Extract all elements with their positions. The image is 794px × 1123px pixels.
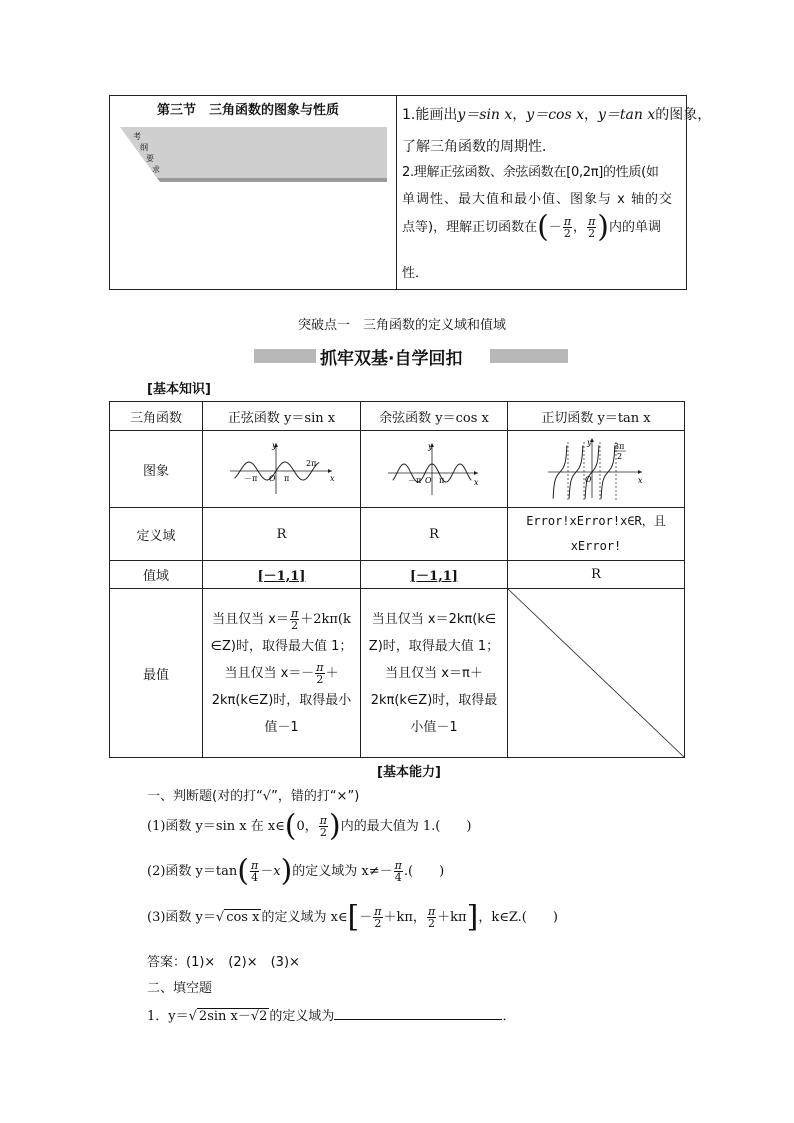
domain-tan-cell [508, 508, 685, 561]
cos-graph-cell [361, 431, 508, 508]
domain-tan-line1: Error!xError!x∈R，且 [526, 514, 666, 528]
cos-negpi-label: －π [408, 476, 422, 485]
extreme-tan-cell [508, 589, 685, 758]
tan-origin-label: O [585, 475, 592, 484]
req-line3: 2.理解正弦函数、余弦函数在[0,2π]的性质(如 [402, 165, 659, 180]
th-cos: 余弦函数 y＝cos x [361, 402, 508, 431]
label-yao: 要 [146, 154, 154, 163]
sin-graph-cell [203, 431, 361, 508]
cos-graph [384, 439, 484, 499]
th-function: 三角函数 [110, 402, 203, 431]
judge-heading: 一、判断题(对的打“√”，错的打“×”) [147, 789, 360, 804]
row-range-label: 值域 [110, 561, 203, 589]
tan-y-label: y [587, 438, 592, 447]
question-1: (1)函数 y＝sin x 在 x∈(0， $\frac{\pi}{2}$ )内的最大值为 1.( ) [147, 808, 472, 844]
req-line2: 了解三角函数的周期性． [402, 139, 556, 155]
label-kao: 考 [133, 132, 141, 141]
question-3: (3)函数 y＝√ cos x 的定义域为 x∈[－ $\frac{\pi}{2}$ ＋kπ， $\frac{\pi}{2}$ ＋kπ]，k∈Z.( ) [147, 899, 558, 935]
cos-y-label: y [428, 442, 433, 451]
domain-sin: R [203, 508, 361, 561]
banner-right-bar [490, 349, 568, 363]
answer-line: 答案：(1)× (2)× (3)× [147, 955, 300, 970]
basic-knowledge-heading: [基本知识] [147, 382, 211, 397]
extreme-cos-cell: 当且仅当 x＝2kπ(k∈ Z)时，取得最大值 1； 当且仅当 x＝π＋ 2kπ(k∈Z)时，取得最 小值－1 [361, 589, 508, 758]
req-line6: 性． [402, 266, 429, 281]
extreme-sin-cell: 当且仅当 x＝ $\frac{\pi}{2}$ ＋2kπ(k ∈Z)时，取得最大值 1； 当且仅当 x＝－ $\frac{\pi}{2}$ ＋ 2kπ(k∈Z)时，取得最小 值－1 [203, 589, 361, 758]
cos-origin-label: O [425, 476, 432, 485]
cos-x-label: x [474, 478, 479, 487]
row-domain-label: 定义域 [110, 508, 203, 561]
row-graph-label: 图象 [110, 431, 203, 508]
ability-heading: [基本能力] [377, 765, 441, 780]
label-gang: 纲 [140, 143, 148, 152]
banner-left-bar [254, 349, 316, 363]
domain-tan-line2: xError! [570, 539, 622, 553]
range-sin: [－1,1] [203, 561, 361, 589]
tan-2-label: 2 [617, 452, 623, 461]
req-line4: 单调性、最大值和最小值、图象与 x 轴的交 [402, 192, 673, 207]
sin-x-label: x [329, 474, 335, 483]
tan-3pi-label: 3π [614, 442, 625, 451]
th-sin: 正弦函数 y＝sin x [203, 402, 361, 431]
sin-negpi-label: －π [243, 474, 257, 483]
sin-2pi-label: 2π [305, 459, 316, 468]
tan-graph-cell [508, 431, 685, 508]
range-cos: [－1,1] [361, 561, 508, 589]
tan-x-label: x [638, 476, 643, 485]
req-line5: 点等)，理解正切函数在(－ $\frac{\pi}{2}$ ， $\frac{\pi}{2}$ )内的单调 [402, 209, 662, 245]
label-qiu: 求 [152, 165, 160, 174]
sin-y-label: y [271, 441, 277, 450]
fill-question-1: 1．y＝√ 2sin x－√2 的定义域为 ． [147, 1009, 516, 1024]
knowledge-table [109, 401, 685, 758]
header-divider [396, 95, 397, 289]
answer-blank[interactable] [334, 1007, 502, 1020]
section-title: 第三节 三角函数的图象与性质 [157, 103, 340, 118]
question-2: (2)函数 y＝tan( $\frac{\pi}{4}$ －x)的定义域为 x≠－ $\frac{\pi}{4}$ .( ) [147, 853, 445, 889]
req-line1: 1.能画出y＝sin x，y＝cos x，y＝tan x的图象， [402, 107, 712, 123]
fill-heading: 二、填空题 [147, 981, 213, 996]
cos-pi-label: π [439, 476, 445, 485]
domain-cos: R [361, 508, 508, 561]
point-title: 突破点一 三角函数的定义域和值域 [298, 318, 507, 333]
sin-graph [222, 439, 342, 499]
sin-origin-label: O [268, 474, 276, 483]
row-extreme-label: 最值 [110, 589, 203, 758]
th-tan: 正切函数 y＝tan x [508, 402, 685, 431]
study-banner: 抓牢双基·自学回扣 [320, 349, 463, 369]
tan-graph [546, 436, 646, 502]
range-tan: R [508, 561, 685, 589]
sin-pi-label: π [283, 474, 289, 483]
